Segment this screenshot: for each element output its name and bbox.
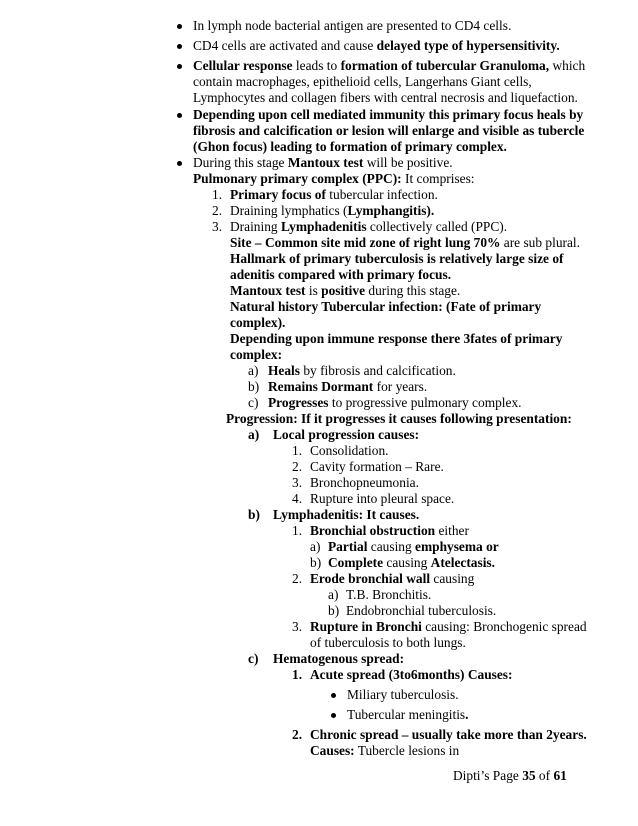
list-marker: b) bbox=[328, 603, 340, 618]
text-line bbox=[310, 571, 474, 587]
bold-text: complex: bbox=[230, 347, 283, 362]
bold-text: Lymphadenitis: It causes. bbox=[273, 507, 420, 522]
bold-text: Cellular response bbox=[193, 58, 293, 73]
footer-prefix: Dipti’s Page bbox=[453, 768, 523, 783]
text-line bbox=[310, 491, 454, 507]
text-run: are sub plural. bbox=[500, 235, 580, 250]
text-run: causing bbox=[367, 539, 416, 554]
text-line bbox=[193, 139, 507, 155]
bold-text: fibrosis and calcification or lesion will enlarge and visible as tubercle bbox=[193, 123, 585, 138]
text-line bbox=[230, 347, 282, 363]
text-line bbox=[310, 619, 587, 635]
text-run: of tuberculosis to both lungs. bbox=[310, 635, 466, 650]
text-line bbox=[230, 187, 438, 203]
footer-total-pages: 61 bbox=[553, 768, 567, 783]
text-run: either bbox=[435, 523, 469, 538]
text-run: Miliary tuberculosis. bbox=[347, 687, 459, 702]
text-line bbox=[193, 18, 511, 34]
bold-text: Depending upon immune response there 3fates of primary bbox=[230, 331, 563, 346]
text-line bbox=[230, 331, 562, 347]
text-line bbox=[310, 475, 419, 491]
text-line bbox=[268, 363, 456, 379]
bold-text: positive bbox=[321, 283, 366, 298]
text-line bbox=[230, 315, 285, 331]
text-line bbox=[193, 38, 560, 54]
bold-text: Depending upon cell mediated immunity this primary focus heals by bbox=[193, 107, 584, 122]
bold-text: complex). bbox=[230, 315, 286, 330]
bold-text: Hematogenous spread: bbox=[273, 651, 405, 666]
bold-text: Progresses bbox=[268, 395, 329, 410]
text-line bbox=[230, 283, 460, 299]
text-line bbox=[226, 411, 572, 427]
list-marker: 1. bbox=[292, 523, 303, 538]
text-line bbox=[328, 539, 499, 555]
list-marker: 3. bbox=[292, 619, 303, 634]
bold-text: Chronic spread – usually take more than 2years. bbox=[310, 727, 587, 742]
text-run: will be positive. bbox=[363, 155, 453, 170]
bold-text: Complete bbox=[328, 555, 384, 570]
text-run: leads to bbox=[292, 58, 341, 73]
list-marker: 3. bbox=[212, 219, 223, 234]
bold-text: emphysema or bbox=[415, 539, 499, 554]
text-line bbox=[193, 107, 583, 123]
text-run: Bronchopneumonia. bbox=[310, 475, 419, 490]
list-marker: a) bbox=[328, 587, 339, 602]
list-marker: b) bbox=[248, 379, 260, 394]
list-marker: b) bbox=[310, 555, 322, 570]
text-line bbox=[347, 687, 459, 703]
text-line bbox=[193, 155, 453, 171]
bullet-icon bbox=[331, 713, 336, 718]
bold-text: Rupture in Bronchi bbox=[310, 619, 422, 634]
bold-text: Lymphangitis). bbox=[347, 203, 435, 218]
text-run: which bbox=[549, 58, 586, 73]
text-run: Rupture into pleural space. bbox=[310, 491, 455, 506]
text-run: Endobronchial tuberculosis. bbox=[346, 603, 497, 618]
text-line bbox=[230, 219, 507, 235]
bold-text: Partial bbox=[328, 539, 368, 554]
text-line bbox=[268, 379, 427, 395]
list-marker: b) bbox=[248, 507, 260, 522]
text-run: Cavity formation – Rare. bbox=[310, 459, 444, 474]
text-line bbox=[310, 443, 389, 459]
bold-text: Atelectasis. bbox=[430, 555, 495, 570]
bold-text: Heals bbox=[268, 363, 300, 378]
bold-text: adenitis compared with primary focus. bbox=[230, 267, 452, 282]
list-marker: a) bbox=[248, 363, 259, 378]
bold-text: Causes: bbox=[310, 743, 355, 758]
text-line bbox=[193, 171, 475, 187]
text-run: causing: Bronchogenic spread bbox=[421, 619, 587, 634]
text-run: In lymph node bacterial antigen are presented to CD4 cells. bbox=[193, 18, 512, 33]
bold-text: delayed type of hypersensitivity. bbox=[376, 38, 560, 53]
text-line bbox=[310, 523, 469, 539]
page-footer bbox=[453, 768, 567, 784]
bold-text: Hallmark of primary tuberculosis is relatively large size of bbox=[230, 251, 564, 266]
bold-text: formation of tubercular Granuloma, bbox=[340, 58, 550, 73]
bullet-icon bbox=[177, 44, 182, 49]
list-marker: a) bbox=[310, 539, 321, 554]
text-run: Draining bbox=[230, 219, 281, 234]
text-run: is bbox=[305, 283, 322, 298]
text-run: contain macrophages, epithelioid cells, Langerhans Giant cells, bbox=[193, 74, 532, 89]
text-run: Draining lymphatics ( bbox=[230, 203, 348, 218]
text-line bbox=[193, 123, 584, 139]
list-marker: c) bbox=[248, 651, 259, 666]
text-run: CD4 cells are activated and cause bbox=[193, 38, 377, 53]
bold-text: (Ghon focus) leading to formation of primary complex. bbox=[193, 139, 507, 154]
text-line bbox=[273, 651, 404, 667]
text-run: collectively called (PPC). bbox=[366, 219, 508, 234]
bold-text: Mantoux test bbox=[287, 155, 364, 170]
bold-text: Lymphadenitis bbox=[280, 219, 367, 234]
text-run: It comprises: bbox=[401, 171, 475, 186]
text-run: T.B. Bronchitis. bbox=[346, 587, 432, 602]
list-marker: 2. bbox=[292, 459, 303, 474]
text-run: Tubercular meningitis bbox=[347, 707, 466, 722]
text-line bbox=[310, 667, 512, 683]
bullet-icon bbox=[177, 24, 182, 29]
bold-text: Mantoux test bbox=[230, 283, 306, 298]
bold-text: Erode bronchial wall bbox=[310, 571, 431, 586]
text-line bbox=[346, 587, 431, 603]
text-line bbox=[193, 90, 578, 106]
text-run: During this stage bbox=[193, 155, 288, 170]
bullet-icon bbox=[331, 693, 336, 698]
list-marker: a) bbox=[248, 427, 260, 442]
footer-of: of bbox=[535, 768, 554, 783]
text-line bbox=[230, 203, 434, 219]
list-marker: 2. bbox=[212, 203, 223, 218]
text-run: for years. bbox=[373, 379, 428, 394]
text-run: during this stage. bbox=[365, 283, 461, 298]
list-marker: 3. bbox=[292, 475, 303, 490]
text-line bbox=[193, 58, 585, 74]
text-line bbox=[310, 635, 466, 651]
text-run: Consolidation. bbox=[310, 443, 389, 458]
text-run: tubercular infection. bbox=[325, 187, 438, 202]
text-line bbox=[346, 603, 496, 619]
text-line bbox=[230, 235, 580, 251]
list-marker: 1. bbox=[212, 187, 223, 202]
text-line bbox=[310, 727, 587, 743]
text-line bbox=[328, 555, 495, 571]
bold-text: Remains Dormant bbox=[268, 379, 374, 394]
list-marker: 4. bbox=[292, 491, 303, 506]
bullet-icon bbox=[177, 161, 182, 166]
bold-text: Pulmonary primary complex (PPC): bbox=[193, 171, 402, 186]
bold-text: Primary focus of bbox=[230, 187, 326, 202]
list-marker: 1. bbox=[292, 667, 303, 682]
bold-text: Acute spread (3to6months) Causes: bbox=[310, 667, 513, 682]
text-line bbox=[268, 395, 522, 411]
list-marker: 2. bbox=[292, 727, 303, 742]
text-line bbox=[230, 251, 563, 267]
bold-text: Local progression causes: bbox=[273, 427, 420, 442]
bullet-icon bbox=[177, 113, 182, 118]
text-run: Lymphocytes and collagen fibers with central necrosis and liquefaction. bbox=[193, 90, 578, 105]
text-line bbox=[273, 427, 419, 443]
text-line bbox=[310, 459, 444, 475]
bold-text: Site – Common site mid zone of right lung 70% bbox=[230, 235, 501, 250]
text-run: to progressive pulmonary complex. bbox=[328, 395, 522, 410]
footer-page-number: 35 bbox=[522, 768, 536, 783]
text-line bbox=[230, 267, 451, 283]
text-line bbox=[230, 299, 541, 315]
list-marker: 1. bbox=[292, 443, 303, 458]
bold-text: Natural history Tubercular infection: (Fate of primary bbox=[230, 299, 542, 314]
text-line bbox=[193, 74, 532, 90]
bold-text: Bronchial obstruction bbox=[310, 523, 436, 538]
text-line bbox=[310, 743, 459, 759]
list-marker: 2. bbox=[292, 571, 303, 586]
text-line bbox=[273, 507, 419, 523]
text-run: by fibrosis and calcification. bbox=[300, 363, 456, 378]
text-run: Tubercle lesions in bbox=[354, 743, 460, 758]
text-run: causing bbox=[383, 555, 431, 570]
text-run: causing bbox=[430, 571, 475, 586]
bullet-icon bbox=[177, 64, 182, 69]
bold-text: . bbox=[465, 707, 469, 722]
bold-text: Progression: If it progresses it causes following presentation: bbox=[226, 411, 572, 426]
list-marker: c) bbox=[248, 395, 259, 410]
text-line bbox=[347, 707, 469, 723]
